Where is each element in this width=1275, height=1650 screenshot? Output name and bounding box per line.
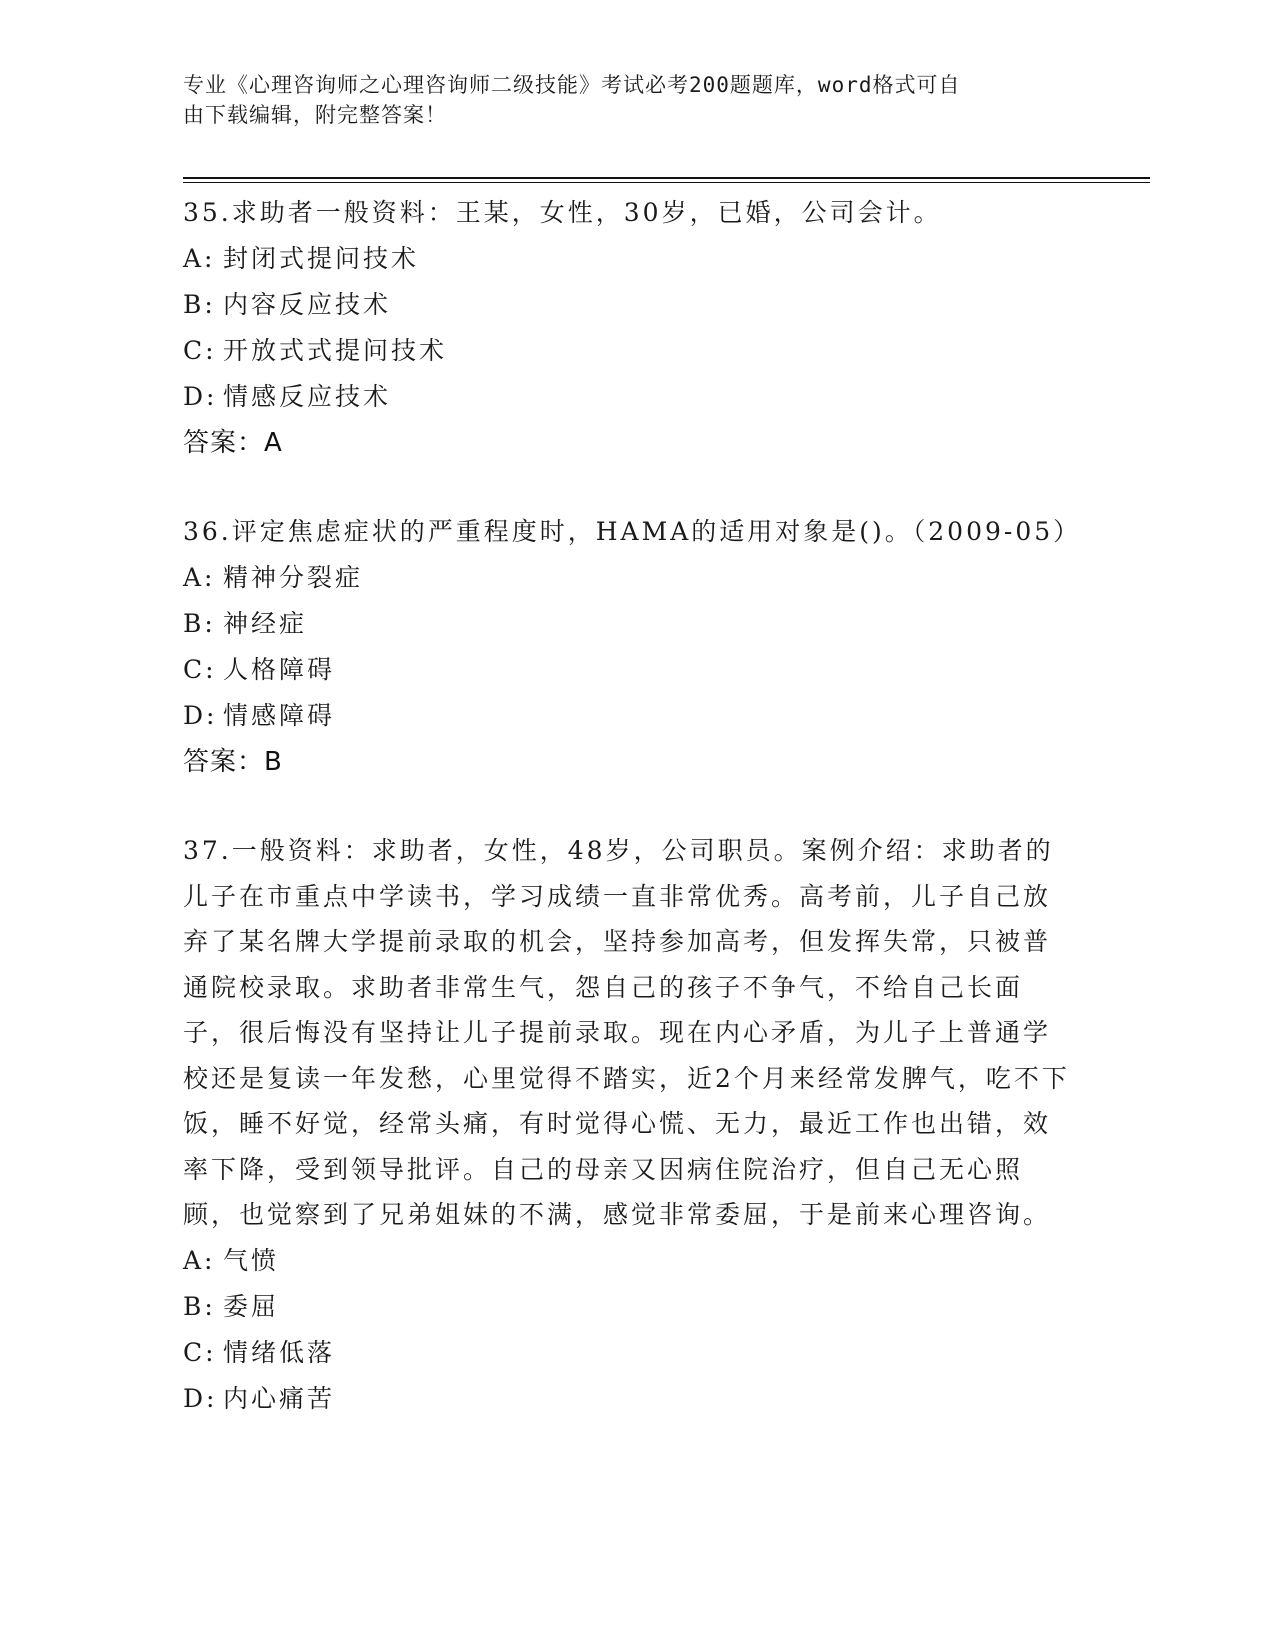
question-37 bbox=[183, 828, 1083, 1422]
option-text: 精神分裂症 bbox=[223, 563, 364, 592]
option-label: A: bbox=[183, 1245, 216, 1275]
option-label: A: bbox=[183, 563, 216, 592]
option-a bbox=[183, 236, 1083, 282]
option-text: 情绪低落 bbox=[223, 1337, 336, 1367]
option-label: D: bbox=[183, 1383, 218, 1413]
question-stem: 35.求助者一般资料：王某，女性，30岁，已婚，公司会计。 bbox=[183, 198, 942, 227]
answer-line: 答案：B bbox=[183, 747, 283, 777]
option-c bbox=[183, 647, 1083, 693]
option-d bbox=[183, 374, 1083, 420]
option-a bbox=[183, 1238, 1083, 1284]
question-stem: 36.评定焦虑症状的严重程度时，HAMA的适用对象是()。（2009-05） bbox=[183, 517, 1082, 546]
option-text: 内容反应技术 bbox=[223, 290, 392, 319]
option-text: 情感障碍 bbox=[223, 701, 336, 730]
header-line-2: 由下载编辑，附完整答案！ bbox=[183, 103, 447, 127]
option-label: D: bbox=[183, 701, 218, 730]
question-stem: 37.一般资料：求助者，女性，48岁，公司职员。案例介绍：求助者的儿子在市重点中学读书，学习成绩一直非常优秀。高考前，儿子自己放弃了某名牌大学提前录取的机会，坚持参加高考，但发挥失常，只被普通院校录取。求助者非常生气，怨自己的孩子不争气，不给自己长面子，很后悔没有坚持让儿子提前录取。现在内心矛盾，为儿子上普通学校还是复读一年发愁，心里觉得不踏实，近2个月来经常发脾气，吃不下饭，睡不好觉，经常头痛，有时觉得心慌、无力，最近工作也出错，效率下降，受到领导批评。自己的母亲又因病住院治疗，但自己无心照顾，也觉察到了兄弟姐妹的不满，感觉非常委屈，于是前来心理咨询。 bbox=[183, 836, 1070, 1229]
document-header bbox=[183, 70, 1063, 130]
option-text: 委屈 bbox=[223, 1291, 280, 1321]
answer-line: 答案：A bbox=[183, 428, 283, 458]
header-rule-thick bbox=[183, 177, 1150, 179]
option-a bbox=[183, 555, 1083, 601]
option-label: B: bbox=[183, 609, 216, 638]
header-rule-thin bbox=[183, 182, 1150, 183]
option-d bbox=[183, 693, 1083, 739]
option-d bbox=[183, 1376, 1083, 1422]
option-b bbox=[183, 601, 1083, 647]
header-line-1: 专业《心理咨询师之心理咨询师二级技能》考试必考200题题库，word格式可自 bbox=[183, 73, 961, 97]
question-list bbox=[183, 190, 1083, 1422]
option-text: 封闭式提问技术 bbox=[223, 244, 420, 273]
option-label: C: bbox=[183, 1337, 217, 1367]
option-text: 内心痛苦 bbox=[223, 1383, 336, 1413]
option-label: B: bbox=[183, 1291, 216, 1321]
option-label: C: bbox=[183, 655, 217, 684]
question-35 bbox=[183, 190, 1083, 466]
option-b bbox=[183, 1284, 1083, 1330]
option-text: 神经症 bbox=[223, 609, 308, 638]
option-b bbox=[183, 282, 1083, 328]
option-label: B: bbox=[183, 290, 216, 319]
option-text: 情感反应技术 bbox=[223, 382, 392, 411]
option-text: 开放式式提问技术 bbox=[223, 336, 448, 365]
option-label: C: bbox=[183, 336, 217, 365]
option-label: D: bbox=[183, 382, 218, 411]
question-36 bbox=[183, 509, 1083, 785]
option-c bbox=[183, 1330, 1083, 1376]
option-c bbox=[183, 328, 1083, 374]
option-text: 气愤 bbox=[223, 1245, 280, 1275]
option-text: 人格障碍 bbox=[223, 655, 336, 684]
option-label: A: bbox=[183, 244, 216, 273]
